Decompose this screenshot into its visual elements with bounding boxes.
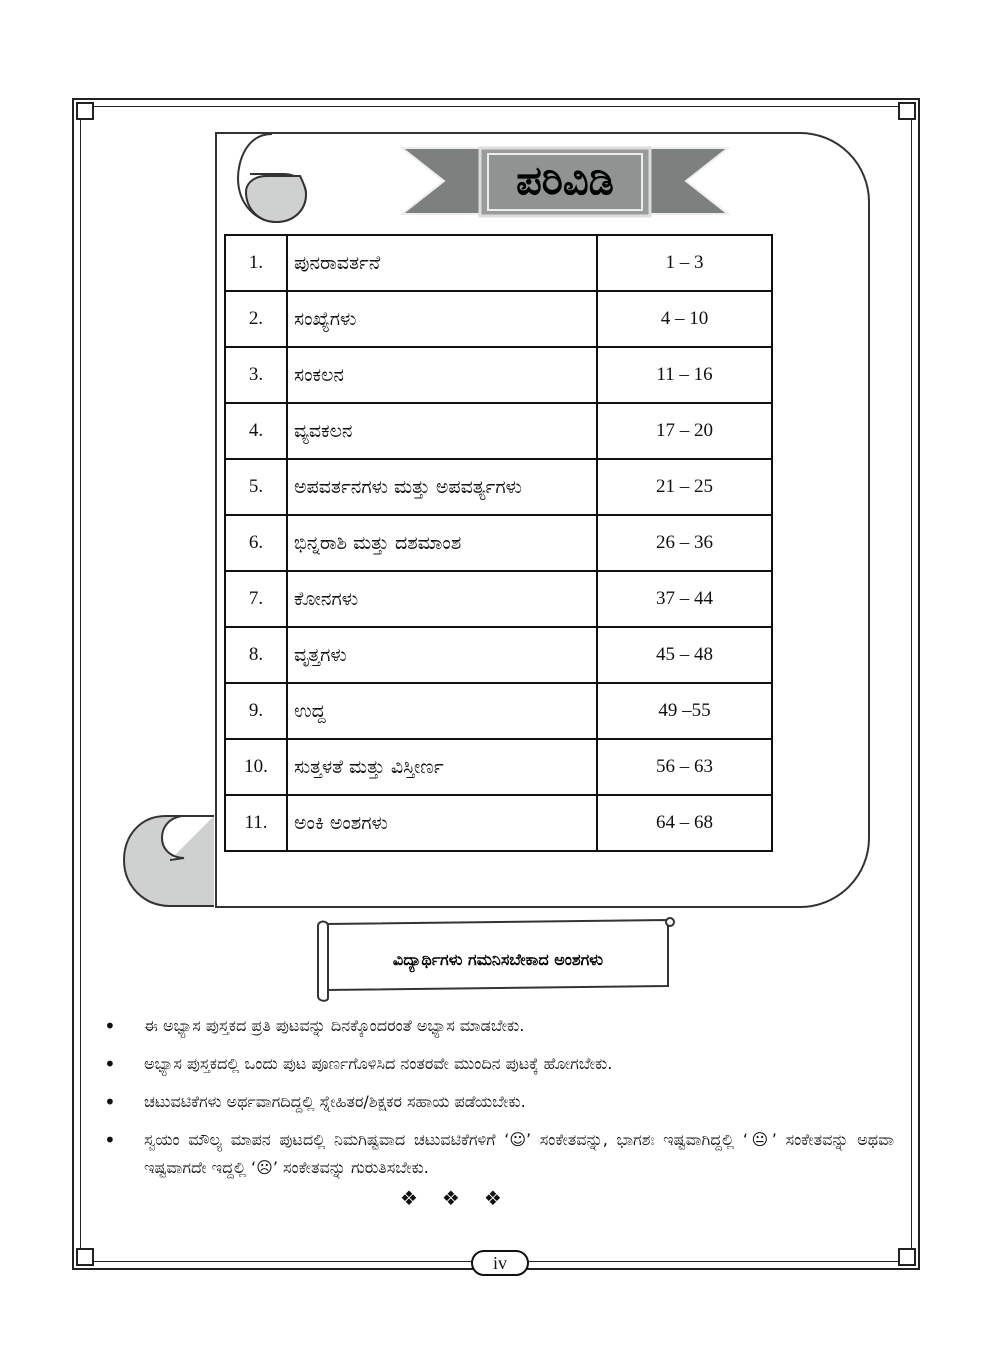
toc-page-range: 45 – 48 (597, 627, 772, 683)
bullet-icon: • (104, 1128, 116, 1152)
table-row (225, 683, 772, 739)
table-row (225, 403, 772, 459)
toc-chapter-title: ಸಂಖ್ಯೆಗಳು (287, 291, 597, 347)
notes-title: ವಿದ್ಯಾರ್ಥಿಗಳು ಗಮನಿಸಬೇಕಾದ ಅಂಶಗಳು (392, 950, 604, 969)
toc-page-range: 4 – 10 (597, 291, 772, 347)
toc-page-range: 1 – 3 (597, 235, 772, 291)
toc-number: 11. (225, 795, 287, 851)
toc-page-range: 11 – 16 (597, 347, 772, 403)
corner-ornament-bottom-right (898, 1248, 916, 1266)
scroll-curl-bottom-icon (122, 814, 216, 908)
list-item: • ಅಭ್ಯಾಸ ಪುಸ್ತಕದಲ್ಲಿ ಒಂದು ಪುಟ ಪೂರ್ಣಗೊಳಿಸಿದ ನಂತರವೇ ಮುಂದಿನ ಪುಟಕ್ಕೆ ಹೋಗಬೇಕು. (104, 1052, 613, 1076)
page-number: iv (471, 1250, 529, 1276)
page-title: ಪರಿವಿಡಿ (516, 158, 614, 204)
toc-page-range: 37 – 44 (597, 571, 772, 627)
toc-page-range: 56 – 63 (597, 739, 772, 795)
corner-ornament-bottom-left (76, 1248, 94, 1266)
toc-chapter-title: ಅಂಕಿ ಅಂಶಗಳು (287, 795, 597, 851)
table-row (225, 291, 772, 347)
table-row (225, 627, 772, 683)
corner-ornament-top-right (898, 102, 916, 120)
toc-page-range: 49 –55 (597, 683, 772, 739)
toc-number: 2. (225, 291, 287, 347)
toc-number: 6. (225, 515, 287, 571)
table-row (225, 571, 772, 627)
toc-page-range: 17 – 20 (597, 403, 772, 459)
toc-number: 3. (225, 347, 287, 403)
table-row (225, 459, 772, 515)
toc-page-range: 26 – 36 (597, 515, 772, 571)
toc-chapter-title: ಕೋನಗಳು (287, 571, 597, 627)
toc-chapter-title: ಸುತ್ತಳತೆ ಮತ್ತು ವಿಸ್ತೀರ್ಣ (287, 739, 597, 795)
contents-table (224, 234, 773, 852)
list-item: • ಈ ಅಭ್ಯಾಸ ಪುಸ್ತಕದ ಪ್ರತಿ ಪುಟವನ್ನು ದಿನಕ್ಕೊಂದರಂತೆ ಅಭ್ಯಾಸ ಮಾಡಬೇಕು. (104, 1014, 525, 1038)
corner-ornament-top-left (76, 102, 94, 120)
notes-list (104, 1012, 894, 1192)
toc-page-range: 21 – 25 (597, 459, 772, 515)
toc-chapter-title: ವ್ಯವಕಲನ (287, 403, 597, 459)
toc-page-range: 64 – 68 (597, 795, 772, 851)
table-row (225, 739, 772, 795)
list-item: • ಸ್ವಯಂ ಮೌಲ್ಯ ಮಾಪನ ಪುಟದಲ್ಲಿ ನಿಮಗಿಷ್ಟವಾದ ಚಟುವಟಿಕೆಗಳಿಗೆ ‘☺’ ಸಂಕೇತವನ್ನು, ಭಾಗಶಃ ಇಷ್ಟವಾಗಿದ್ದಲ್ಲಿ ‘😐’ ಸಂಕೇತವನ್ನು ಅಥವಾ ಇಷ್ಟವಾಗದೇ ಇದ್ದಲ್ಲಿ ‘☹’ ಸಂಕೇತವನ್ನು ಗುರುತಿಸಬೇಕು. (104, 1128, 894, 1177)
ornament-stars: ❖❖❖ (400, 1186, 526, 1210)
toc-number: 8. (225, 627, 287, 683)
toc-chapter-title: ಭಿನ್ನರಾಶಿ ಮತ್ತು ದಶಮಾಂಶ (287, 515, 597, 571)
bullet-icon: • (104, 1052, 116, 1076)
toc-chapter-title: ಅಪವರ್ತನಗಳು ಮತ್ತು ಅಪವರ್ತ್ಯಗಳು (287, 459, 597, 515)
toc-number: 1. (225, 235, 287, 291)
toc-chapter-title: ಪುನರಾವರ್ತನೆ (287, 235, 597, 291)
table-row (225, 515, 772, 571)
toc-number: 10. (225, 739, 287, 795)
table-row (225, 795, 772, 851)
toc-chapter-title: ವೃತ್ತಗಳು (287, 627, 597, 683)
table-row (225, 347, 772, 403)
toc-number: 9. (225, 683, 287, 739)
toc-chapter-title: ಸಂಕಲನ (287, 347, 597, 403)
scroll-curl-top-icon (236, 132, 308, 224)
list-item: • ಚಟುವಟಿಕೆಗಳು ಅರ್ಥವಾಗದಿದ್ದಲ್ಲಿ ಸ್ನೇಹಿತರ/ಶಿಕ್ಷಕರ ಸಹಾಯ ಪಡೆಯಬೇಕು. (104, 1090, 526, 1114)
bullet-icon: • (104, 1014, 116, 1038)
toc-number: 7. (225, 571, 287, 627)
bullet-icon: • (104, 1090, 116, 1114)
toc-chapter-title: ಉದ್ದ (287, 683, 597, 739)
toc-number: 4. (225, 403, 287, 459)
toc-number: 5. (225, 459, 287, 515)
table-row (225, 235, 772, 291)
